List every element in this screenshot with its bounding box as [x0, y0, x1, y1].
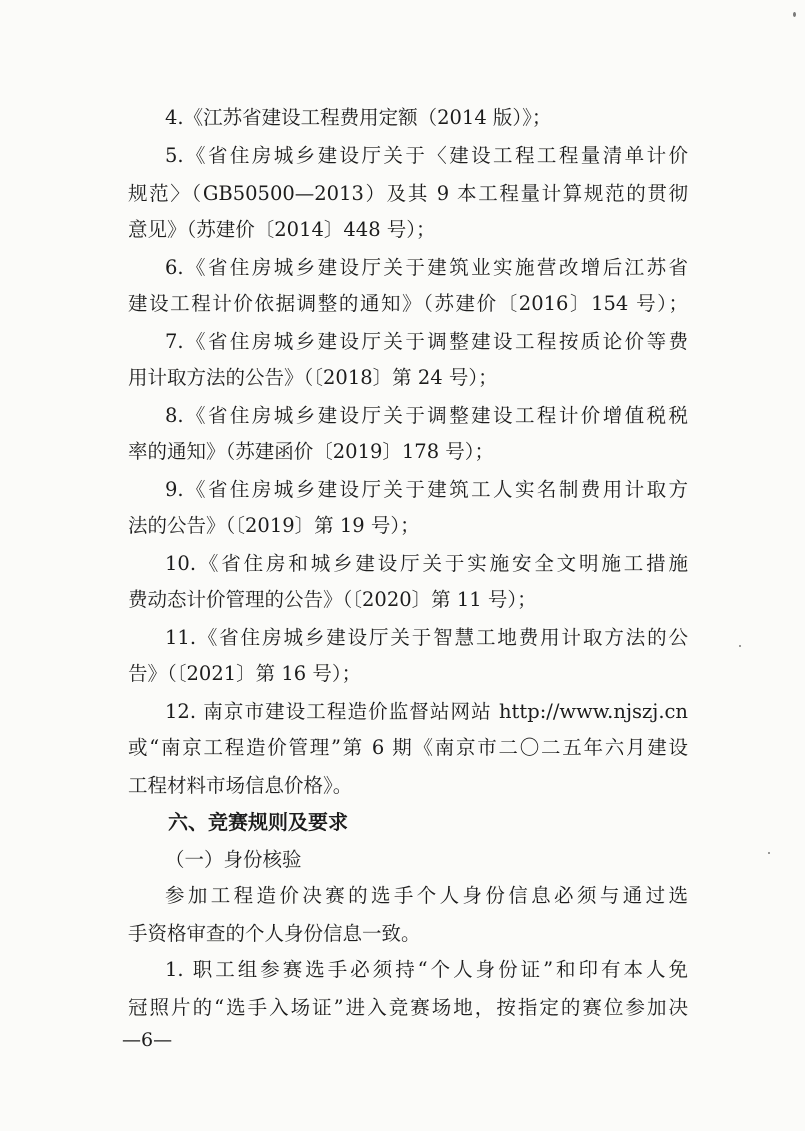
reference-item-11-line-1: 11.《省住房城乡建设厅关于智慧工地费用计取方法的公: [165, 626, 688, 649]
page-number: —6—: [122, 1029, 173, 1051]
reference-item-12-line-2: 或“南京工程造价管理”第 6 期《南京市二〇二五年六月建设: [128, 736, 688, 759]
section-heading: 六、竞赛规则及要求: [168, 810, 348, 834]
reference-item-5-line-2: 规范〉（GB50500—2013）及其 9 本工程量计算规范的贯彻: [128, 182, 688, 205]
reference-item-7-line-1: 7.《省住房城乡建设厅关于调整建设工程按质论价等费: [165, 330, 688, 353]
reference-item-12-line-1: 12. 南京市建设工程造价监督站网站 http://www.njszj.cn: [165, 700, 688, 723]
reference-item-11-line-2: 告》（〔2021〕第 16 号）；: [128, 662, 362, 685]
reference-item-4: 4.《江苏省建设工程费用定额（2014 版）》；: [165, 106, 552, 129]
reference-item-12-line-3: 工程材料市场信息价格》。: [128, 774, 353, 797]
body-paragraph-1-line-2: 手资格审查的个人身份信息一致。: [128, 922, 421, 945]
reference-item-9-line-1: 9.《省住房城乡建设厅关于建筑工人实名制费用计取方: [165, 478, 688, 501]
body-paragraph-1-line-1: 参加工程造价决赛的选手个人身份信息必须与通过选: [165, 884, 688, 907]
body-paragraph-2-line-2: 冠照片的“选手入场证”进入竞赛场地，按指定的赛位参加决: [128, 996, 688, 1019]
reference-item-10-line-2: 费动态计价管理的公告》（〔2020〕第 11 号）；: [128, 588, 537, 611]
scan-speck: [739, 645, 741, 647]
scan-speck: [793, 12, 796, 17]
body-paragraph-2-line-1: 1. 职工组参赛选手必须持“个人身份证”和印有本人免: [165, 958, 688, 981]
reference-item-8-line-2: 率的通知》（苏建函价〔2019〕178 号）；: [128, 440, 495, 463]
scan-speck: [768, 852, 770, 854]
reference-item-9-line-2: 法的公告》（〔2019〕第 19 号）；: [128, 514, 420, 537]
reference-item-6-line-2: 建设工程计价依据调整的通知》（苏建价〔2016〕154 号）；: [128, 292, 688, 315]
reference-item-6-line-1: 6.《省住房城乡建设厅关于建筑业实施营改增后江苏省: [165, 256, 688, 279]
reference-item-10-line-1: 10.《省住房和城乡建设厅关于实施安全文明施工措施: [165, 552, 688, 575]
reference-item-5-line-3: 意见》（苏建价〔2014〕448 号）；: [128, 218, 436, 241]
subsection-heading: （一）身份核验: [165, 848, 302, 871]
reference-item-7-line-2: 用计取方法的公告》（〔2018〕第 24 号）；: [128, 366, 498, 389]
reference-item-8-line-1: 8.《省住房城乡建设厅关于调整建设工程计价增值税税: [165, 404, 688, 427]
reference-item-5-line-1: 5.《省住房城乡建设厅关于〈建设工程工程量清单计价: [165, 144, 688, 167]
